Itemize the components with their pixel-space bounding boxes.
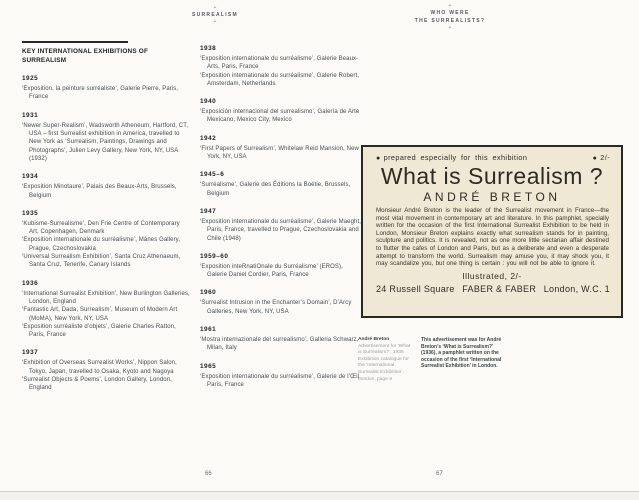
advert-publisher: FABER & FABER — [462, 283, 537, 294]
exhibition-entry: ‘Exposition Minotaure’, Palais des Beaux-Arts, Brussels, Belgium — [22, 184, 177, 199]
advert-price: ● 2/- — [592, 153, 610, 162]
year-heading: 1965 — [200, 362, 217, 370]
advert-author: ANDRÉ BRETON — [423, 190, 561, 204]
caption-description: This advertisement was for André Breton’s ‘What is Surrealism?’ (1936), a pamphlet written on the occasion of the first ‘International Surrealist Exhibition’ in London. — [421, 337, 502, 370]
exhibition-entry: ‘Newer Super-Realism’, Wadsworth Atheneum, Hartford, CT, USA – first Surrealist exhibition in America, travelled to New York as ‘Surrealism, Paintings, Drawings and Photographs’, Julien Levy Gallery, New York, NY, USA (1932) — [22, 122, 189, 162]
year-heading: 1925 — [22, 75, 39, 83]
advert-top-row — [363, 147, 621, 162]
bullet-icon: ● — [376, 155, 381, 162]
year-heading: 1961 — [200, 326, 217, 334]
advert-footer — [363, 281, 621, 294]
page-bottom-edge — [0, 491, 639, 500]
year-heading: 1935 — [22, 209, 39, 217]
caption-credit — [358, 337, 413, 383]
ornament-bottom: + — [213, 19, 217, 25]
exhibition-entry: ‘Exposition internationale du surréalisme’, Galerie de l’Œil, Paris, France — [200, 373, 361, 388]
year-section — [200, 45, 363, 88]
year-heading: 1937 — [22, 349, 39, 357]
exhibition-entry: ‘First Papers of Surrealism’, Whitelaw Reid Mansion, New York, NY, USA — [200, 145, 359, 161]
exhibition-entry: ‘Exposition internationale du surréalisme’, Galerie Beaux-Arts, Paris, France — [200, 56, 359, 71]
running-head-right-line2: THE SURREALISTS? — [414, 18, 486, 24]
running-head-left — [155, 5, 275, 25]
exhibitions-column-1 — [22, 41, 190, 393]
year-section — [22, 210, 190, 270]
year-section — [200, 98, 363, 125]
year-section — [200, 135, 363, 162]
year-heading: 1938 — [200, 45, 217, 52]
exhibition-entry: ‘Surrealist Intrusion in the Enchanter’s Domain’, D’Arcy Galleries, New York, NY, USA — [200, 300, 352, 315]
running-head-right — [385, 3, 515, 31]
bullet-icon: ● — [592, 155, 598, 162]
section-heading: KEY INTERNATIONAL EXHIBITIONS OF SURREALISM — [22, 48, 149, 64]
year-section — [22, 75, 190, 102]
ornament-top: + — [448, 3, 452, 9]
year-section — [200, 171, 363, 198]
exhibition-entry: ‘Fantastic Art, Dada, Surrealism’, Museum of Modern Art (MoMA), New York, NY, USA — [22, 307, 178, 322]
exhibition-entry: ‘Exposition surréaliste d’objets’, Galerie Charles Ratton, Paris, France — [22, 323, 176, 339]
advert-illustrated-line: Illustrated, 2/- — [462, 270, 522, 281]
running-head-right-line1: WHO WERE — [430, 10, 470, 16]
heading-rule — [22, 41, 128, 43]
year-heading: 1942 — [200, 134, 217, 142]
exhibition-entry: ‘Universal Surrealism Exhibition’, Santa Cruz Athenaeum, Santa Cruz, Tenerife, Canary Islands — [22, 254, 181, 269]
year-section — [200, 289, 363, 316]
year-heading: 1945–6 — [200, 171, 225, 179]
exhibition-entry: ‘Surrealist Objects & Poems’, London Gallery, London, England — [22, 377, 172, 392]
year-heading: 1940 — [200, 98, 217, 106]
advert-box — [361, 145, 623, 318]
year-heading: 1934 — [22, 173, 39, 181]
exhibition-entry: ‘Surréalisme’, Galerie des Éditions la Boétie, Brussels, Belgium — [200, 182, 351, 197]
year-heading: 1931 — [22, 111, 39, 119]
year-heading: 1959–60 — [200, 252, 229, 260]
page-number-right: 67 — [436, 471, 443, 477]
advert-city: London, W.C. 1 — [543, 283, 610, 294]
exhibition-entry: ‘International Surrealist Exhibition’, New Burlington Galleries, London, England — [22, 290, 190, 305]
year-section — [200, 208, 363, 243]
exhibition-entry: ‘Exposition inteRnatiOnale du Surréalisme’ (EROS), Galerie Daniel Cordier, Paris, France — [200, 263, 343, 279]
year-section — [200, 363, 363, 390]
exhibition-entry: ‘Exposition internationale du surréalisme’, Galerie Maeght, Paris, France, travelled to Prague, Czechoslovakia and Chile (1948) — [200, 218, 361, 242]
advert-prepared-note: ● prepared especially for this exhibition — [376, 153, 528, 162]
year-section — [22, 349, 190, 392]
caption-credit-body: Advertisement for ‘What is Surrealism?’, 1936 Exhibition catalogue for the ‘International Surrealist Exhibition’, London, page 9 — [358, 343, 411, 382]
exhibition-list-2 — [200, 45, 363, 389]
ornament-bottom: + — [448, 25, 452, 31]
caption-credit-title: André Breton — [358, 337, 390, 342]
exhibition-entry: ‘Exposition, la peinture surréaliste’, Galerie Pierre, Paris, France — [22, 86, 179, 101]
exhibition-list-1 — [22, 75, 190, 392]
exhibition-entry: ‘Exposición internacional del surrealismo’, Galería de Arte Mexicano, Mexico City, Mexico — [200, 109, 360, 124]
advert-title: What is Surrealism ? — [380, 163, 604, 189]
year-heading: 1960 — [200, 289, 217, 297]
exhibitions-column-2 — [200, 41, 363, 389]
exhibition-entry: ‘Mostra internazionale del surrealismo’, Galleria Schwarz, Milan, Italy — [200, 337, 359, 352]
year-section — [22, 280, 190, 340]
advert-address: 24 Russell Square — [376, 283, 455, 294]
exhibition-entry: ‘Exhibition of Overseas Surrealist Works’, Nippon Salon, Tokyo, Japan, travelled to Osaka, Kyoto and Nagoya — [22, 360, 177, 375]
exhibition-entry: ‘Kubisme-Surrealisme’, Den Frie Centre of Contemporary Art, Copenhagen, Denmark — [22, 220, 180, 236]
year-section — [22, 173, 190, 200]
running-head-left-title: SURREALISM — [191, 12, 239, 18]
exhibition-entry: ‘Exposition internationale du surréalisme’, Galerie Robert, Amsterdam, Netherlands — [200, 72, 359, 87]
page-number-left: 66 — [205, 471, 212, 477]
year-section — [22, 112, 190, 163]
exhibition-entry: ‘Exposition internationale du surréalisme’, Mánes Gallery, Prague, Czechoslovakia — [22, 237, 181, 252]
year-section — [200, 326, 363, 353]
ornament-top: + — [213, 5, 217, 11]
year-section — [200, 253, 363, 280]
year-heading: 1947 — [200, 207, 217, 215]
year-heading: 1936 — [22, 279, 39, 287]
advert-body-text: Monsieur André Breton is the leader of the Surrealist movement in France—the most vital movement in contemporary art and literature. In this pamphlet, specially written for the occasion of the first International Surrealist Exhibition to be held in London, Monsieur Breton explains exactly what surrealism stands for in painting, sculpture and politics. It is revealed, not as one more little sectarian affair destined to flutter the cafes of London and Paris, but as a deliberate and even a desperate attempt to transform the world. Surrealism may amuse you, it may shock you, it may scandalize you, but one thing is certain : you will not be able to ignore it. — [376, 207, 609, 268]
